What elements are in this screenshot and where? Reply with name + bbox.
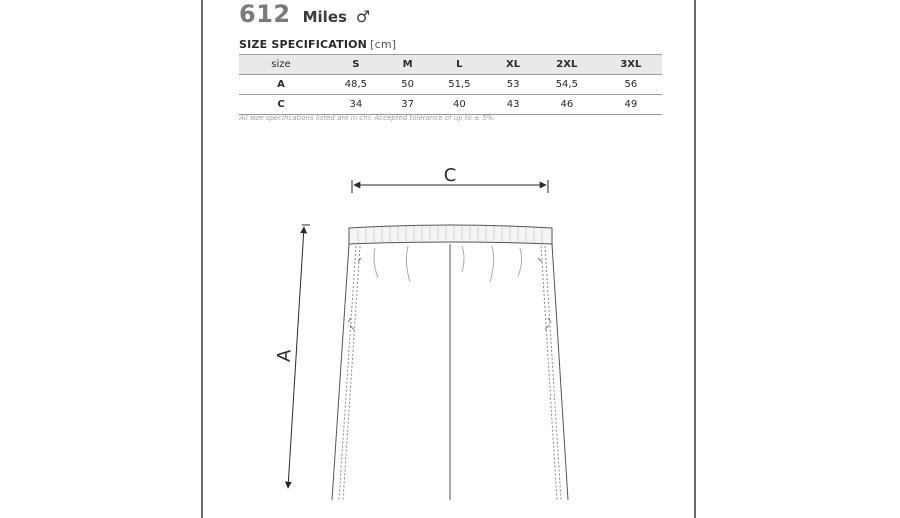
column-header: size bbox=[239, 55, 323, 75]
column-header: S bbox=[323, 55, 389, 75]
row-label: A bbox=[239, 75, 323, 95]
column-header: 2XL bbox=[534, 55, 600, 75]
dimension-a bbox=[274, 225, 310, 488]
column-header: 3XL bbox=[600, 55, 662, 75]
male-symbol-icon: ♂ bbox=[355, 7, 371, 26]
column-header: XL bbox=[492, 55, 534, 75]
spec-unit: [cm] bbox=[370, 38, 397, 51]
column-header: M bbox=[389, 55, 427, 75]
table-cell: 49 bbox=[600, 95, 662, 115]
table-cell: 34 bbox=[323, 95, 389, 115]
dimension-c bbox=[352, 165, 548, 193]
table-cell: 37 bbox=[389, 95, 427, 115]
left-pocket bbox=[348, 258, 361, 330]
dimension-c-label: C bbox=[443, 165, 457, 186]
table-cell: 46 bbox=[534, 95, 600, 115]
spec-title-text: SIZE SPECIFICATION bbox=[239, 38, 368, 51]
model-name: Miles bbox=[302, 8, 347, 26]
table-cell: 51,5 bbox=[426, 75, 492, 95]
table-cell: 56 bbox=[600, 75, 662, 95]
left-side-stripe bbox=[339, 246, 360, 500]
table-cell: 54,5 bbox=[534, 75, 600, 95]
table-cell: 50 bbox=[389, 75, 427, 95]
model-number: 612 bbox=[239, 0, 291, 28]
table-cell: 48,5 bbox=[323, 75, 389, 95]
table-cell: 53 bbox=[492, 75, 534, 95]
shorts-outline bbox=[332, 225, 568, 500]
right-side-stripe bbox=[541, 246, 561, 500]
row-label: C bbox=[239, 95, 323, 115]
dimension-a-label: A bbox=[273, 348, 296, 363]
table-cell: 43 bbox=[492, 95, 534, 115]
waistband bbox=[349, 225, 552, 244]
table-cell: 40 bbox=[426, 95, 492, 115]
tolerance-note: All size specifications listed are in cm. Accepted tolerance of up to ± 5%. bbox=[239, 114, 496, 122]
column-header: L bbox=[426, 55, 492, 75]
